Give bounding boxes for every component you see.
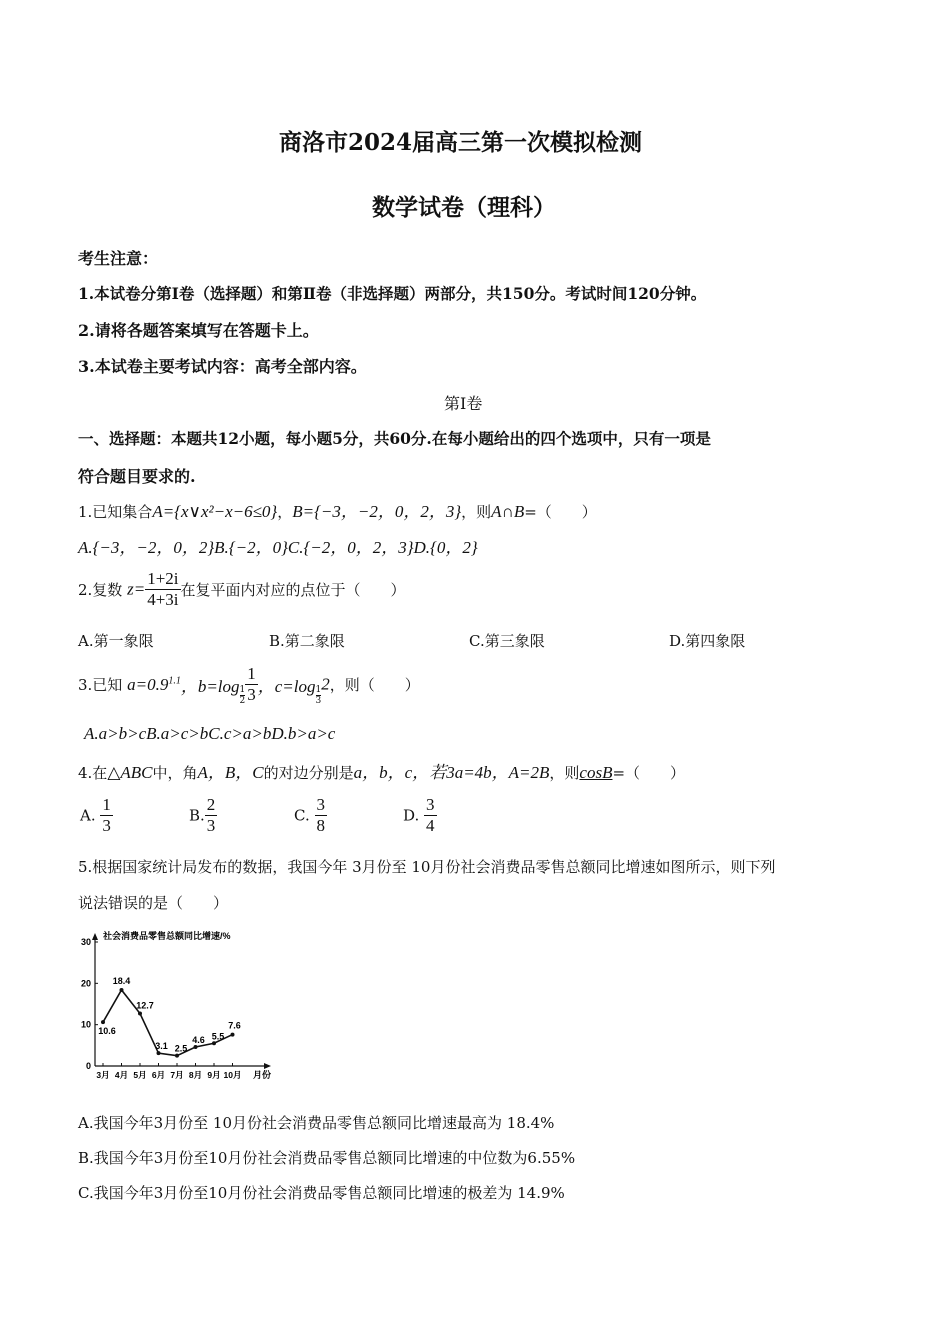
- q4-angles: A，B，C: [197, 763, 264, 782]
- notice-item-3: 3.本试卷主要考试内容：高考全部内容。: [78, 357, 367, 376]
- exam-subtitle: 数学试卷（理科）: [372, 194, 556, 221]
- q4-option-b-label: B.: [189, 806, 205, 825]
- chart-x-label: 月份: [253, 1070, 272, 1080]
- data-label: 12.7: [136, 1000, 154, 1011]
- y-axis-arrow: [92, 933, 98, 940]
- q4-option-a: [80, 795, 113, 836]
- q4-prefix: 4.在: [78, 764, 108, 782]
- q4-option-a-num: 1: [102, 795, 111, 814]
- q1-options: A.{−3，−2，0，2}B.{−2，0}C.{−2，0，2，3}D.{0，2}: [78, 538, 478, 557]
- question-4: [78, 758, 685, 783]
- q4-option-b-den: 3: [206, 816, 216, 835]
- q4-option-a-label: A.: [80, 806, 96, 825]
- data-point: [175, 1054, 179, 1058]
- q2-den: 4+3i: [147, 590, 179, 609]
- q2-tail: 在复平面内对应的点位于（ ）: [180, 581, 406, 599]
- q3-c-def: ，c=log: [257, 677, 316, 696]
- q3-b-arg-den: 3: [247, 685, 256, 704]
- q3-c-base-den: 3: [315, 695, 322, 706]
- q5-line-1: 5.根据国家统计局发布的数据，我国今年 3月份至 10月份社会消费品零售总额同比增速如图所示，则下列: [78, 858, 776, 876]
- x-axis-arrow: [264, 1063, 271, 1069]
- y-tick-label: 30: [80, 937, 91, 947]
- q2-lhs: z=: [127, 579, 146, 599]
- q5-option-a: A.我国今年3月份至 10月份社会消费品零售总额同比增速最高为 18.4%: [78, 1114, 555, 1132]
- q2-option-b: B.第二象限: [269, 632, 345, 650]
- q4-option-b-frac: [205, 795, 218, 836]
- data-label: 5.5: [211, 1031, 225, 1042]
- q5-option-b: B.我国今年3月份至10月份社会消费品零售总额同比增速的中位数为6.55%: [78, 1149, 576, 1167]
- q4-mid: 中，角: [152, 764, 198, 782]
- data-point: [212, 1041, 216, 1045]
- section-instruction-1: 一、选择题：本题共12小题，每小题5分，共60分.在每小题给出的四个选项中，只有一项是: [78, 429, 711, 448]
- q1-set-a: A={x∨x²−x−6≤0}: [152, 502, 278, 521]
- q3-c-arg: 2: [321, 674, 330, 694]
- q4-option-d-num: 3: [426, 795, 435, 814]
- data-labels: [98, 976, 241, 1054]
- growth-rate-line-chart: [74, 924, 274, 1082]
- q4-mid2: 的对边分别是: [263, 764, 354, 782]
- q3-a-def: a=0.9: [127, 674, 169, 694]
- q3-c-base-num: 1: [315, 684, 322, 695]
- y-tick-label: 20: [80, 978, 91, 989]
- q1-expr: A∩B: [491, 502, 525, 521]
- q4-sides: a，b，c，: [353, 763, 430, 782]
- q4-ask: ，则: [549, 764, 580, 782]
- data-point: [101, 1020, 105, 1024]
- q3-b-def: ，b=log: [180, 677, 240, 696]
- x-tick-label: 3月: [96, 1070, 110, 1080]
- data-point: [120, 988, 124, 992]
- q4-option-b: [189, 795, 217, 836]
- x-tick-label: 10月: [223, 1070, 242, 1080]
- q2-num: 1+2i: [147, 569, 179, 588]
- q1-tail: =（ ）: [524, 503, 597, 521]
- q4-option-c-label: C.: [294, 806, 310, 825]
- x-tick-label: 8月: [188, 1070, 203, 1080]
- q4-option-d-frac: [424, 795, 437, 836]
- q4-option-d: [403, 795, 437, 836]
- q2-option-d: D.第四象限: [669, 632, 746, 650]
- q2-fraction: [145, 569, 180, 610]
- y-tick-label: 10: [80, 1019, 91, 1030]
- notice-heading: 考生注意：: [78, 249, 159, 268]
- y-tick-label: 0: [85, 1061, 91, 1071]
- q4-triangle: △ABC: [107, 763, 153, 782]
- data-label: 18.4: [112, 975, 131, 986]
- q3-b-arg: [245, 664, 258, 705]
- q2-option-c: C.第三象限: [469, 632, 545, 650]
- data-label: 10.6: [98, 1026, 116, 1037]
- question-3: [78, 664, 420, 706]
- q1-sep: ，: [277, 503, 293, 521]
- q4-option-c-num: 3: [316, 795, 325, 814]
- q2-option-a: A.第一象限: [78, 632, 154, 650]
- data-point: [138, 1012, 142, 1016]
- q1-ask: ，则: [461, 503, 492, 521]
- data-label: 4.6: [192, 1034, 205, 1045]
- q3-b-arg-num: 1: [247, 664, 256, 683]
- q1-prefix: 1.已知集合: [78, 503, 153, 521]
- q4-target: cosB: [579, 763, 613, 782]
- exam-title: 商洛市2024届高三第一次模拟检测: [279, 129, 643, 156]
- q4-tail: =（ ）: [612, 764, 686, 782]
- q2-prefix: 2.复数: [78, 581, 123, 599]
- q4-cond: 3a=4b，A=2B: [446, 763, 550, 782]
- q4-option-d-den: 4: [426, 816, 435, 835]
- q3-tail: ，则（ ）: [329, 676, 420, 694]
- q3-prefix: 3.已知: [78, 676, 123, 694]
- q3-b-base-den: 2: [239, 695, 246, 706]
- notice-item-2: 2.请将各题答案填写在答题卡上。: [78, 321, 319, 340]
- data-point: [157, 1051, 161, 1055]
- q4-cond-ruo: 若: [429, 763, 447, 782]
- data-point: [231, 1033, 235, 1037]
- question-1: [78, 497, 597, 522]
- chart-title: 社会消费品零售总额同比增速/%: [103, 931, 231, 941]
- x-tick-label: 4月: [114, 1070, 129, 1080]
- q3-options: A.a>b>cB.a>c>bC.c>a>bD.b>a>c: [84, 724, 336, 743]
- question-2: [78, 569, 406, 610]
- q5-line-2: 说法错误的是（ ）: [78, 894, 229, 912]
- x-tick-label: 6月: [151, 1070, 166, 1080]
- notice-item-1: 1.本试卷分第Ⅰ卷（选择题）和第Ⅱ卷（非选择题）两部分，共150分。考试时间120分钟。: [78, 284, 707, 303]
- q4-option-c-frac: [315, 795, 328, 836]
- q3-a: [127, 675, 181, 694]
- q4-option-a-frac: [100, 795, 113, 836]
- x-tick-label: 7月: [170, 1070, 184, 1080]
- volume-heading: 第Ⅰ卷: [444, 394, 483, 413]
- section-instruction-2: 符合题目要求的.: [78, 467, 196, 486]
- q3-b-base-num: 1: [239, 684, 246, 695]
- q1-set-b: B={−3，−2，0，2，3}: [292, 502, 462, 521]
- x-tick-label: 5月: [133, 1070, 147, 1080]
- q4-option-a-den: 3: [102, 816, 111, 835]
- q4-option-d-label: D.: [403, 806, 420, 825]
- data-label: 2.5: [174, 1043, 188, 1054]
- q5-option-c: C.我国今年3月份至10月份社会消费品零售总额同比增速的极差为 14.9%: [78, 1184, 565, 1202]
- q4-option-c-den: 8: [316, 816, 325, 835]
- q4-option-b-num: 2: [206, 795, 216, 814]
- q3-a-exp: 1.1: [168, 674, 181, 686]
- x-tick-label: 9月: [207, 1070, 221, 1080]
- data-point: [194, 1045, 198, 1049]
- data-label: 3.1: [155, 1041, 168, 1052]
- data-label: 7.6: [228, 1020, 241, 1031]
- q4-option-c: [294, 795, 327, 836]
